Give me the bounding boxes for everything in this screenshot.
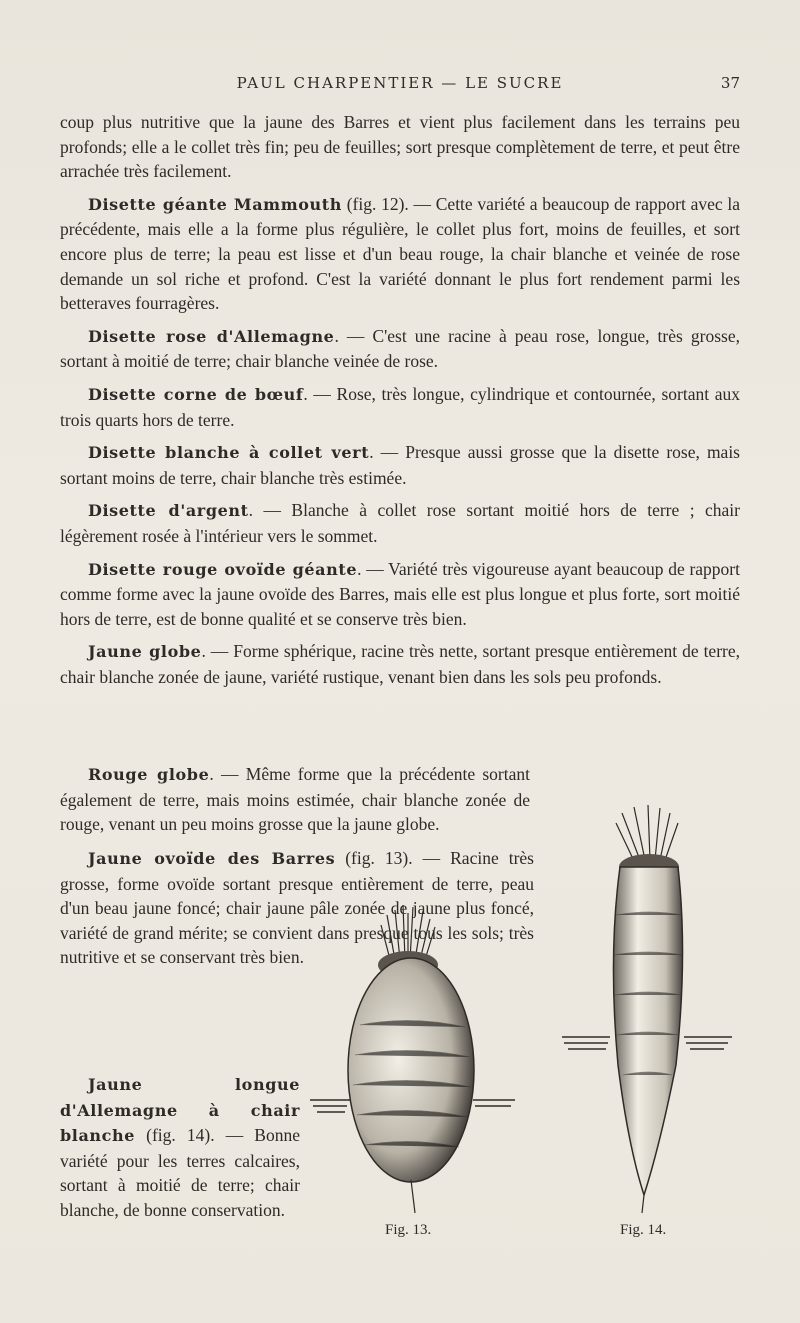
paragraph-text: . — Variété très vigoureuse ayant beaucoup de rapport comme forme avec la jaune ovoïde des Barres, mais elle est plus longue et plus forte, sort moitié hors de terre, est de bonne qualité et se conserve très bien. — [60, 558, 741, 629]
paragraph — [60, 498, 740, 548]
variety-term: Disette d'argent — [88, 501, 249, 521]
figure-14-caption: Fig. 14. — [620, 1222, 667, 1238]
page-number: 37 — [720, 74, 740, 92]
paragraph — [60, 557, 740, 632]
variety-term: Rouge globe — [88, 765, 210, 784]
figure-14-long-beet — [560, 805, 740, 1215]
variety-term: Disette rouge ovoïde géante — [88, 559, 358, 579]
variety-term: Jaune longue d'Allemagne à chair blanche — [60, 1075, 300, 1146]
main-text — [60, 110, 740, 697]
variety-term: Disette géante Mammouth — [88, 194, 342, 214]
variety-term: Jaune ovoïde des Barres — [88, 849, 336, 868]
paragraph — [60, 639, 740, 689]
paragraph-text: . — Rose, très longue, cylindrique et contournée, sortant aux trois quarts hors de terre. — [60, 383, 740, 430]
paragraph — [60, 762, 530, 837]
paragraph — [60, 382, 740, 432]
paragraph-text: (fig. 13). — Racine très grosse, forme ovoïde sortant presque entièrement de terre, peau d'un beau jaune foncé; chair jaune pâle zonée de jaune plus foncé, variété de grand mérite; se convient dans presque tous les sols; très nutritive et se conservant très bien. — [60, 848, 534, 968]
beet-root-icon — [348, 958, 474, 1182]
paragraph-text: . — C'est une racine à peau rose, longue, très grosse, sortant à moitié de terre; chair blanche veinée de rose. — [60, 325, 740, 372]
figure-13-ovoid-beet — [305, 905, 520, 1215]
paragraph-text: . — Blanche à collet rose sortant moitié hors de terre ; chair légèrement rosée à l'intérieur vers le sommet. — [60, 500, 741, 546]
paragraph — [60, 110, 740, 184]
paragraph-text: . — Forme sphérique, racine très nette, sortant presque entièrement de terre, chair blanche zonée de jaune, variété rustique, venant bien dans les sols peu profonds. — [60, 641, 740, 687]
taproot-icon — [411, 1180, 415, 1213]
running-title: PAUL CHARPENTIER — LE SUCRE — [236, 74, 564, 92]
variety-term: Disette rose d'Allemagne — [88, 326, 335, 346]
paragraph-text: . — Même forme que la précédente sortant également de terre, mais moins estimée, chair blanche zonée de rouge, venant un peu moins grosse que la jaune globe. — [60, 764, 530, 835]
paragraph — [60, 1072, 300, 1223]
taproot-icon — [642, 1195, 644, 1213]
paragraph — [60, 440, 740, 490]
running-header — [60, 74, 740, 98]
paragraph-text: (fig. 14). — Bonne variété pour les terres calcaires, sortant à moitié de terre; chair blanche, de bonne conservation. — [60, 1125, 300, 1220]
paragraph — [60, 192, 740, 316]
paragraph-jaune-longue — [60, 1072, 300, 1231]
paragraph-text: (fig. 12). — Cette variété a beaucoup de rapport avec la précédente, mais elle a la forme plus régulière, le collet plus fort, moins de feuilles, et sort encore plus de terre; la peau est lisse et d'un beau rouge, la chair blanche et veinée de rose demande un sol riche et profond. C'est la variété donnant le plus fort rendement parmi les betteraves fourragères. — [60, 193, 740, 314]
paragraph — [60, 324, 740, 374]
beet-root-icon — [613, 867, 682, 1195]
variety-term: Disette blanche à collet vert — [88, 443, 370, 463]
variety-term: Disette corne de bœuf — [88, 384, 304, 404]
paragraph-text: . — Presque aussi grosse que la disette rose, mais sortant moins de terre, chair blanche très estimée. — [60, 442, 740, 488]
paragraph-text: coup plus nutritive que la jaune des Barres et vient plus facilement dans les terrains peu profonds; elle a le collet très fin; peu de feuilles; sort presque complètement de terre, et peut être arrachée très facilement. — [60, 112, 740, 182]
figure-13-caption: Fig. 13. — [385, 1222, 432, 1238]
variety-term: Jaune globe — [88, 642, 202, 662]
